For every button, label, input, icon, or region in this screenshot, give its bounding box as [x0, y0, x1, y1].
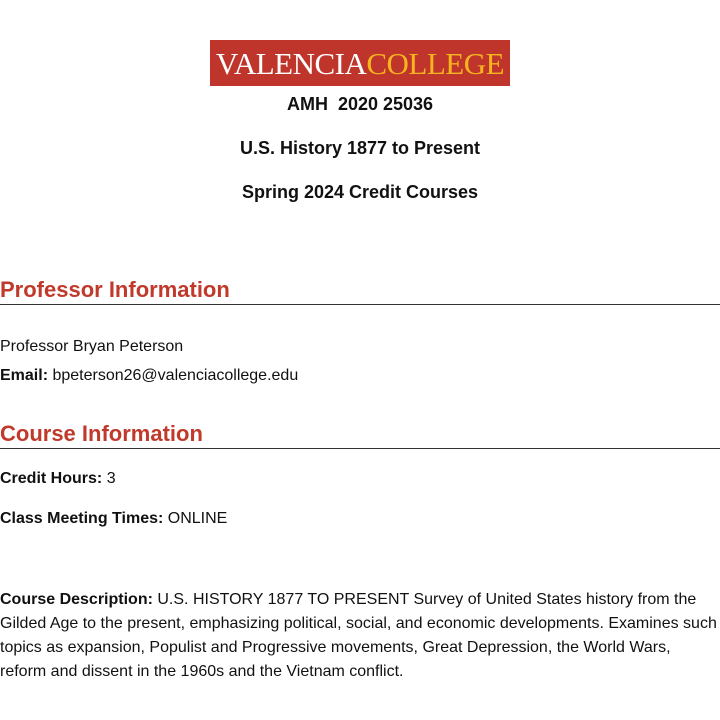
email-line	[0, 367, 298, 385]
section-divider	[0, 304, 720, 305]
professor-name: Professor Bryan Peterson	[0, 338, 184, 355]
course-information-heading: Course Information	[0, 421, 203, 446]
logo-word-valencia: VALENCIA	[215, 45, 367, 81]
course-description	[0, 588, 720, 684]
course-title: U.S. History 1877 to Present	[239, 138, 481, 158]
section-divider	[0, 448, 720, 449]
credit-hours-line	[0, 470, 116, 488]
logo-word-college: COLLEGE	[366, 45, 505, 81]
course-description-label: Course Description:	[0, 591, 153, 608]
credit-hours-value: 3	[106, 470, 116, 487]
meeting-times-label: Class Meeting Times:	[0, 510, 164, 527]
credit-hours-label: Credit Hours:	[0, 470, 103, 487]
email-link[interactable]: bpeterson26@valenciacollege.edu	[52, 367, 299, 384]
meeting-times-line	[0, 510, 227, 528]
course-description-text: U.S. HISTORY 1877 TO PRESENT Survey of United States history from the Gilded Age to the present, emphasizing political, social, and economic developments. Examines such topics as expansion, Populist and Progressive movements, Great Depression, the World Wars, reform and dissent in the 1960s and the Vietnam conflict.	[0, 591, 717, 680]
course-code: AMH 2020 25036	[286, 94, 434, 114]
term-heading: Spring 2024 Credit Courses	[241, 182, 479, 202]
meeting-times-value: ONLINE	[167, 510, 228, 527]
professor-information-heading: Professor Information	[0, 277, 230, 302]
email-label: Email:	[0, 367, 49, 384]
valencia-college-logo	[210, 40, 510, 86]
